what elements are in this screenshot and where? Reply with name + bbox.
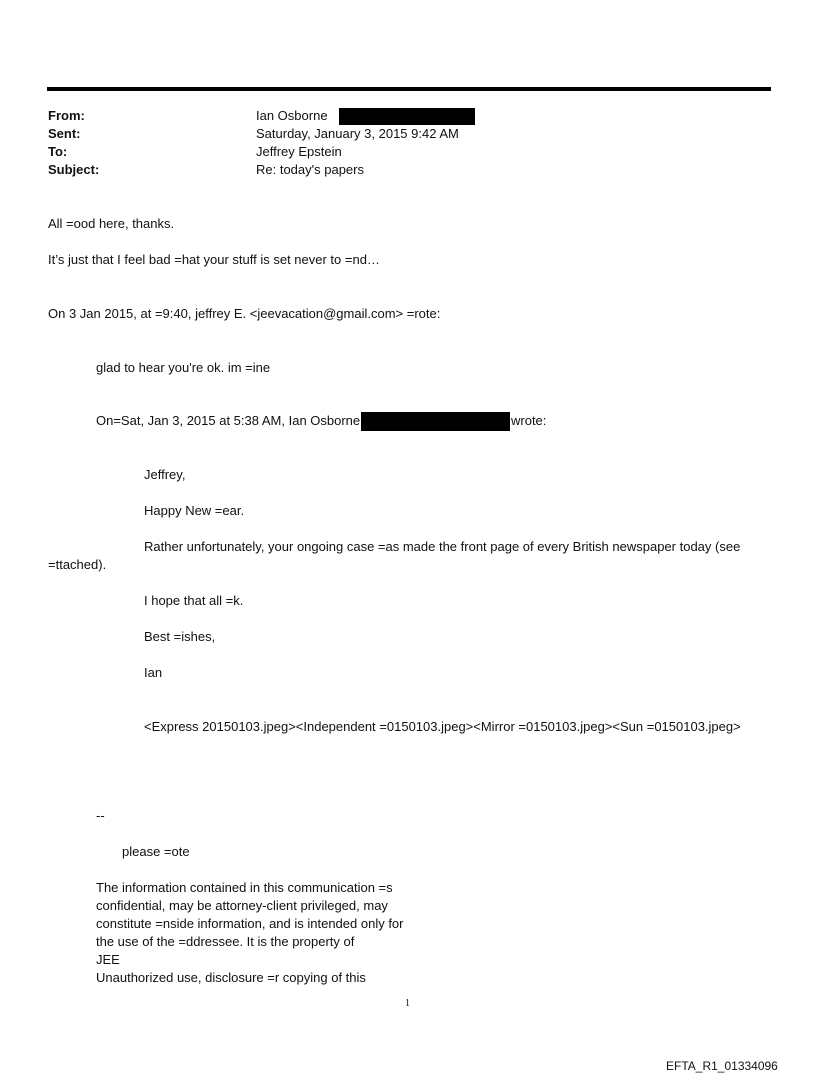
quote-2-header-post: wrote: — [511, 413, 547, 428]
disclaimer-line: JEE — [96, 952, 120, 967]
signature-dashes: -- — [96, 808, 105, 823]
paragraph-line-1: Rather unfortunately, your ongoing case =as made the front page of every British newspaper today (see — [144, 539, 741, 554]
happy-new-year: Happy New =ear. — [144, 503, 245, 518]
disclaimer-line: constitute =nside information, and is intended only for — [96, 916, 404, 931]
quote-1-text: glad to hear you're ok. im =ine — [96, 360, 271, 375]
quote-2-header-pre: On=Sat, Jan 3, 2015 at 5:38 AM, Ian Osborne — [96, 413, 361, 428]
redaction-box — [361, 412, 510, 431]
page-number: 1 — [405, 998, 410, 1009]
disclaimer-line: Unauthorized use, disclosure =r copying of this — [96, 970, 366, 985]
subject-value: Re: today's papers — [256, 162, 364, 177]
hope-line: I hope that all =k. — [144, 593, 244, 608]
paragraph-line-2: =ttached). — [48, 557, 107, 572]
to-label: To: — [48, 144, 68, 159]
from-label: From: — [48, 108, 85, 123]
redaction-box — [339, 108, 475, 125]
from-value: Ian Osborne — [256, 108, 328, 123]
body-line-2: It’s just that I feel bad =hat your stuff is set never to =nd… — [48, 252, 380, 267]
quote-1-header: On 3 Jan 2015, at =9:40, jeffrey E. <jeevacation@gmail.com> =rote: — [48, 306, 441, 321]
disclaimer-line: confidential, may be attorney-client privileged, may — [96, 898, 388, 913]
attachments-line: <Express 20150103.jpeg><Independent =0150103.jpeg><Mirror =0150103.jpeg><Sun =0150103.jpeg> — [144, 719, 741, 734]
to-value: Jeffrey Epstein — [256, 144, 342, 159]
greeting: Jeffrey, — [144, 467, 186, 482]
please-note: please =ote — [122, 844, 190, 859]
sent-value: Saturday, January 3, 2015 9:42 AM — [256, 126, 459, 141]
document-id: EFTA_R1_01334096 — [666, 1059, 778, 1073]
sent-label: Sent: — [48, 126, 81, 141]
best-wishes: Best =ishes, — [144, 629, 216, 644]
body-line-1: All =ood here, thanks. — [48, 216, 175, 231]
subject-label: Subject: — [48, 162, 100, 177]
header-rule — [47, 87, 771, 91]
disclaimer-line: The information contained in this communication =s — [96, 880, 393, 895]
disclaimer-line: the use of the =ddressee. It is the property of — [96, 934, 355, 949]
signature: Ian — [144, 665, 163, 680]
